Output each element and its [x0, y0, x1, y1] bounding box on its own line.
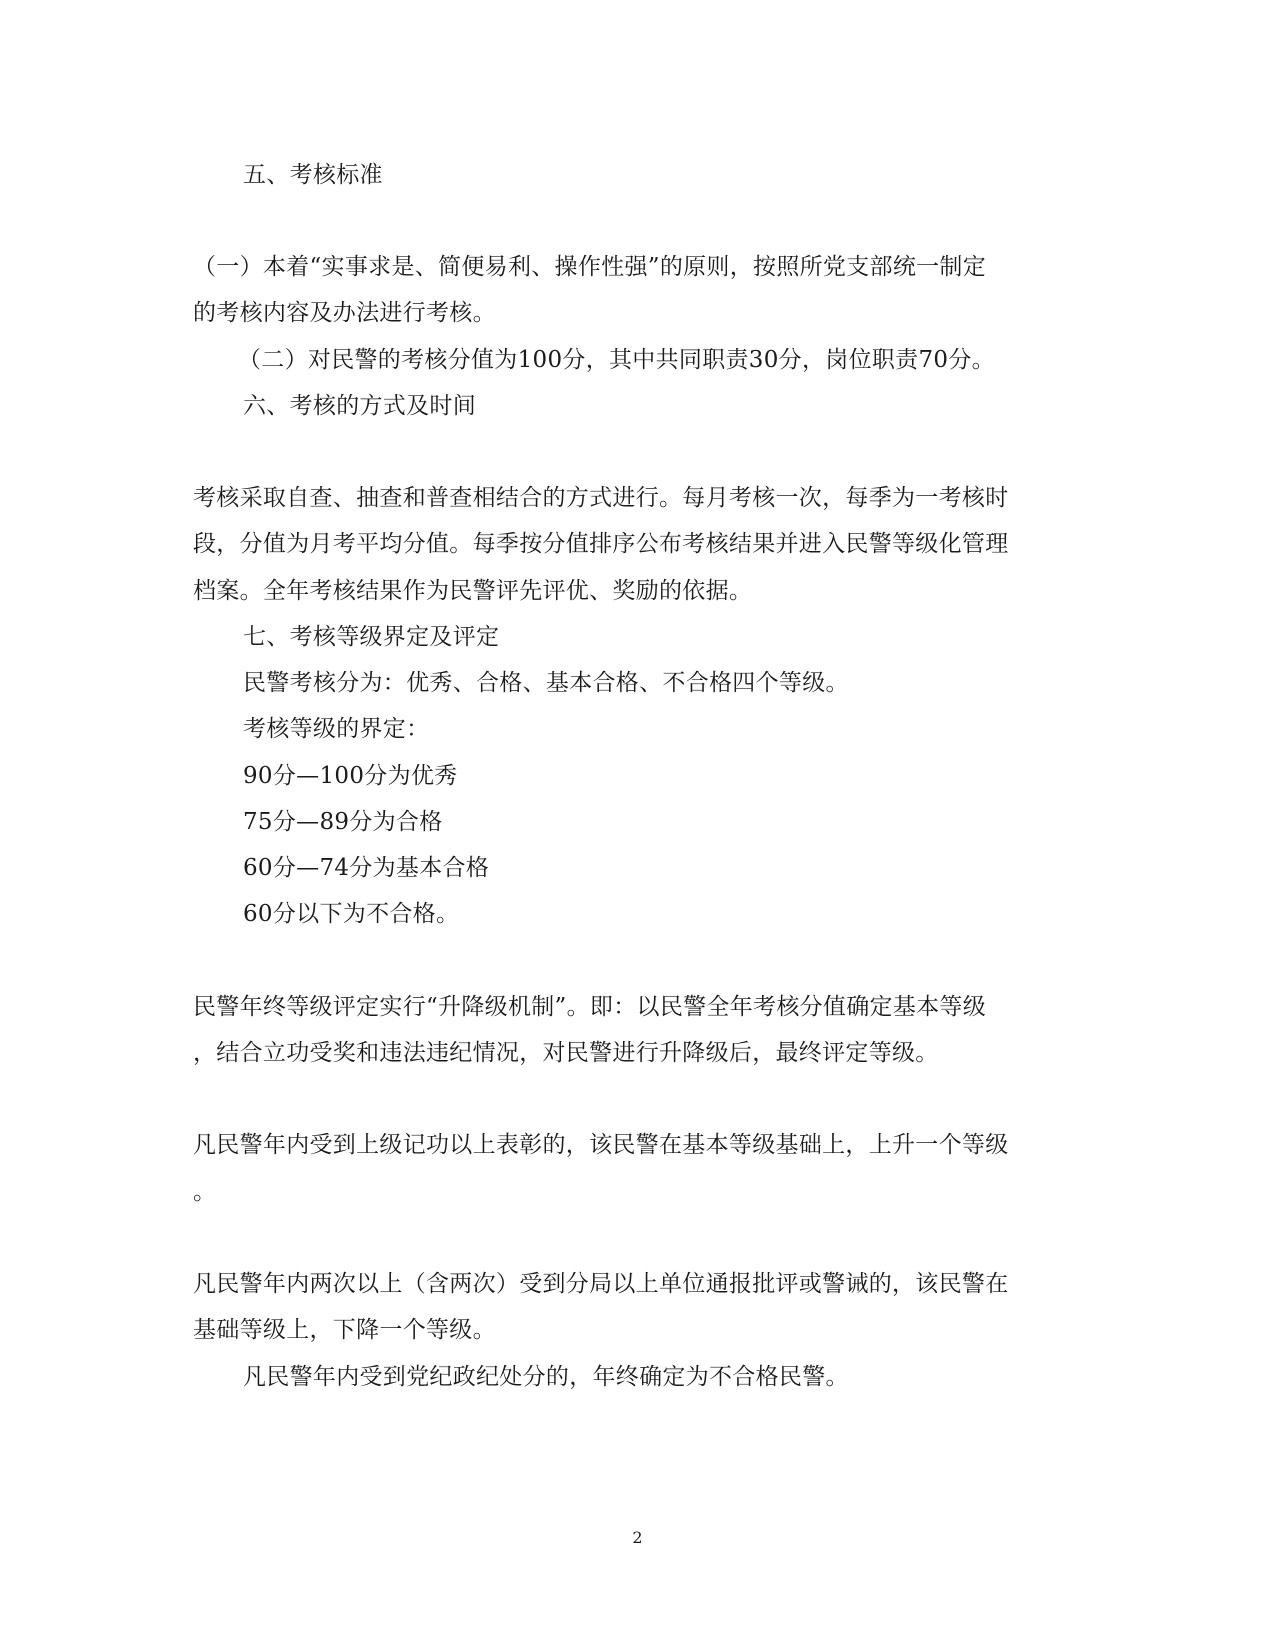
paragraph-5: 考核等级的界定： [243, 716, 430, 742]
paragraph-3-line-1: 考核采取自查、抽查和普查相结合的方式进行。每月考核一次，每季为一考核时 [193, 485, 1009, 511]
paragraph-8-line-1: 凡民警年内两次以上（含两次）受到分局以上单位通报批评或警诫的，该民警在 [193, 1271, 1009, 1297]
paragraph-7-line-1: 凡民警年内受到上级记功以上表彰的，该民警在基本等级基础上，上升一个等级 [193, 1132, 1009, 1158]
grade-item-fail: 60分以下为不合格。 [243, 901, 460, 927]
paragraph-9: 凡民警年内受到党纪政纪处分的，年终确定为不合格民警。 [243, 1364, 849, 1390]
paragraph-8-line-2: 基础等级上，下降一个等级。 [193, 1317, 496, 1343]
paragraph-3-line-3: 档案。全年考核结果作为民警评先评优、奖励的依据。 [193, 578, 753, 604]
section-heading-5: 五、考核标准 [243, 162, 383, 188]
grade-item-excellent: 90分—100分为优秀 [243, 763, 458, 789]
paragraph-6-line-1: 民警年终等级评定实行“升降级机制”。即：以民警全年考核分值确定基本等级 [193, 994, 987, 1020]
paragraph-6-line-2: ，结合立功受奖和违法违纪情况，对民警进行升降级后，最终评定等级。 [193, 1040, 939, 1066]
grade-item-pass: 75分—89分为合格 [243, 809, 443, 835]
paragraph-3-line-2: 段，分值为月考平均分值。每季按分值排序公布考核结果并进入民警等级化管理 [193, 531, 1009, 557]
page-number: 2 [632, 1528, 643, 1547]
paragraph-1-line-1: （一）本着“实事求是、简便易利、操作性强”的原则，按照所党支部统一制定 [193, 254, 987, 280]
paragraph-7-line-2: 。 [193, 1179, 217, 1205]
paragraph-4: 民警考核分为：优秀、合格、基本合格、不合格四个等级。 [243, 670, 849, 696]
grade-item-basic-pass: 60分—74分为基本合格 [243, 855, 490, 881]
paragraph-1-line-2: 的考核内容及办法进行考核。 [193, 300, 496, 326]
paragraph-2: （二）对民警的考核分值为100分，其中共同职责30分，岗位职责70分。 [238, 347, 995, 373]
section-heading-7: 七、考核等级界定及评定 [243, 624, 500, 650]
section-heading-6: 六、考核的方式及时间 [243, 393, 476, 419]
